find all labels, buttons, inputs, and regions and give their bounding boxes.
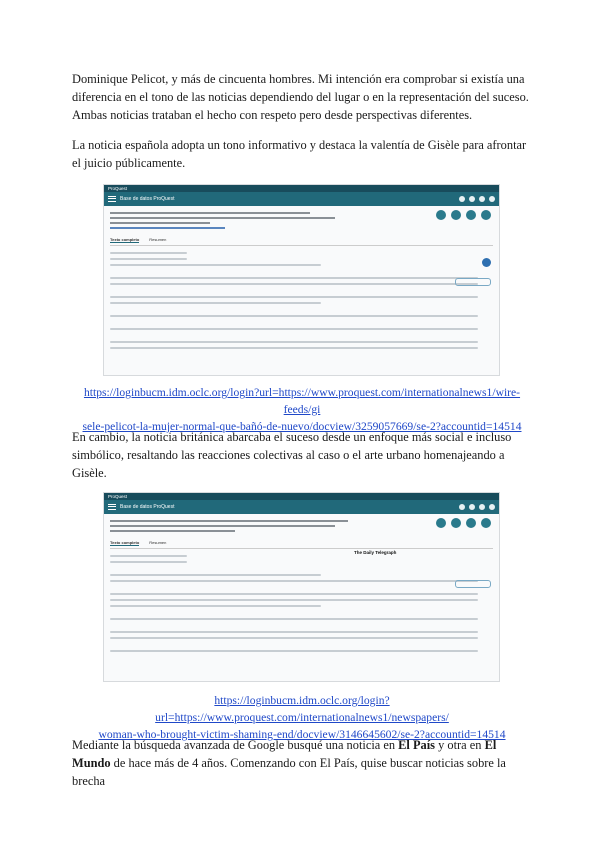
navbar-icons: [459, 504, 495, 510]
link-line-1[interactable]: https://loginbucm.idm.oclc.org/login?url=https://www.proquest.com/internationalnews1/wire-feeds/gi: [83, 386, 521, 416]
print-icon: [466, 518, 476, 528]
help-icon: [459, 196, 465, 202]
proquest-screenshot-spanish-article: [103, 184, 500, 376]
author-line: [110, 227, 493, 229]
action-buttons: [436, 518, 491, 528]
article-title-placeholder: [110, 212, 360, 224]
closing-paragraph: [72, 736, 534, 790]
tab-abstract: Resumen: [149, 540, 167, 545]
settings-icon: [489, 504, 495, 510]
british-news-paragraph: En cambio, la noticia británica abarcaba el suceso desde un enfoque más social e incluso simbólico, resaltando las reacciones colectivas al caso o el arte urbano homenajeando a Gisèle.: [72, 430, 512, 480]
screenshot-navbar: [104, 500, 499, 514]
screenshot-body: [104, 206, 499, 357]
user-icon: [479, 196, 485, 202]
navbar-icons: [459, 196, 495, 202]
tab-full-text: Texto completo: [110, 540, 140, 545]
user-icon: [479, 504, 485, 510]
article-text-placeholder: [110, 252, 493, 349]
proquest-screenshot-british-article: [103, 492, 500, 682]
screenshot-body: [104, 514, 499, 660]
folder-icon: [469, 504, 475, 510]
link-line-2[interactable]: woman-who-brought-victim-shaming-end/docview/3146645602/se-2?accountid=14514: [98, 728, 506, 741]
menu-icon: [108, 504, 116, 510]
translate-button: [455, 278, 491, 286]
database-title: Base de datos ProQuest: [120, 196, 175, 202]
article-title-placeholder: [110, 520, 360, 532]
action-buttons: [436, 210, 491, 220]
cite-icon: [436, 518, 446, 528]
cite-icon: [436, 210, 446, 220]
screenshot-navbar: [104, 192, 499, 206]
el-mundo-label: El Mundo: [72, 738, 497, 770]
settings-icon: [489, 196, 495, 202]
link-line-2[interactable]: sele-pelicot-la-mujer-normal-que-bañó-de-nuevo/docview/3259057669/se-2?accountid=14514: [82, 420, 522, 433]
intro-paragraph: Dominique Pelicot, y más de cincuenta hombres. Mi intención era comprobar si existía una diferencia en el tono de las noticias dependiendo del lugar o en la representación del suceso. Ambas noticias trataban el hecho con respeto pero desde perspectivas diferentes.: [72, 72, 529, 122]
folder-icon: [469, 196, 475, 202]
closing-text-3: de hace más de 4 años. Comenzando con El País, quise buscar noticias sobre la brecha: [72, 756, 506, 788]
accessibility-icon: [482, 258, 491, 267]
link-line-1[interactable]: https://loginbucm.idm.oclc.org/login?url=https://www.proquest.com/internationalnews1/newspapers/: [155, 694, 449, 724]
closing-text-2: y otra en: [435, 738, 485, 752]
spanish-news-paragraph: La noticia española adopta un tono informativo y destaca la valentía de Gisèle para afrontar el juicio públicamente.: [72, 138, 527, 170]
more-icon: [481, 210, 491, 220]
article-text-placeholder: [110, 555, 493, 652]
more-icon: [481, 518, 491, 528]
proquest-logo: ProQuest: [108, 494, 128, 499]
database-title: Base de datos ProQuest: [120, 504, 175, 510]
tab-abstract: Resumen: [149, 237, 167, 242]
tab-full-text: Texto completo: [110, 237, 140, 242]
proquest-logo: ProQuest: [108, 186, 128, 191]
el-pais-label: El País: [398, 738, 436, 752]
email-icon: [451, 210, 461, 220]
print-icon: [466, 210, 476, 220]
document-tabs: [110, 237, 493, 246]
menu-icon: [108, 196, 116, 202]
translate-button: [455, 580, 491, 588]
email-icon: [451, 518, 461, 528]
screenshot-topbar: [104, 493, 499, 500]
help-icon: [459, 504, 465, 510]
newspaper-logo: The Daily Telegraph: [354, 550, 397, 555]
closing-text-1: Mediante la búsqueda avanzada de Google busqué una noticia en: [72, 738, 399, 752]
document-tabs: [110, 540, 493, 549]
screenshot-topbar: [104, 185, 499, 192]
